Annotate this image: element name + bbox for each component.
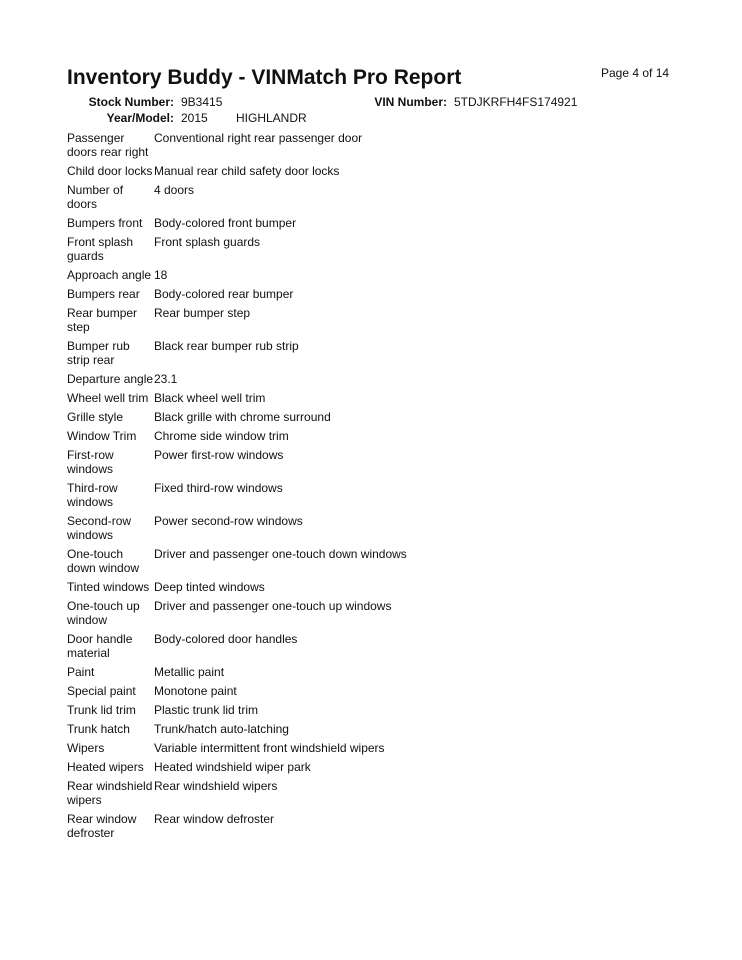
feature-value: Black rear bumper rub strip (154, 339, 299, 353)
feature-label: Rear windshield wipers (67, 779, 153, 807)
stock-number-value: 9B3415 (181, 95, 223, 109)
feature-label: Second-row windows (67, 514, 132, 542)
feature-value: Driver and passenger one-touch down windows (154, 547, 407, 561)
feature-row (67, 164, 667, 178)
feature-value: Front splash guards (154, 235, 261, 249)
vin-number-label: VIN Number: (374, 95, 447, 109)
feature-row (67, 372, 667, 386)
feature-label: Third-row windows (67, 481, 118, 509)
feature-value: Chrome side window trim (154, 429, 289, 443)
feature-value: Driver and passenger one-touch up windows (154, 599, 392, 613)
feature-label: Special paint (67, 684, 136, 698)
feature-row (67, 339, 667, 367)
feature-row (67, 514, 667, 542)
feature-label: Grille style (67, 410, 124, 424)
report-title: Inventory Buddy - VINMatch Pro Report (67, 66, 462, 89)
feature-row (67, 235, 667, 263)
feature-label: Rear window defroster (67, 812, 137, 840)
feature-label: Bumpers front (67, 216, 143, 230)
feature-label: Door handle material (67, 632, 133, 660)
feature-value: Body-colored rear bumper (154, 287, 294, 301)
feature-value: Manual rear child safety door locks (154, 164, 340, 178)
year-model-label: Year/Model: (106, 111, 174, 125)
feature-row (67, 410, 667, 424)
feature-value: Power second-row windows (154, 514, 303, 528)
feature-row (67, 703, 667, 717)
feature-row (67, 391, 667, 405)
feature-row (67, 632, 667, 660)
feature-label: Window Trim (67, 429, 137, 443)
feature-label: Bumper rub strip rear (67, 339, 130, 367)
feature-value: 4 doors (154, 183, 195, 197)
feature-value: Power first-row windows (154, 448, 284, 462)
feature-label: Passenger doors rear right (67, 131, 149, 159)
page-number: Page 4 of 14 (601, 66, 670, 80)
feature-value: Fixed third-row windows (154, 481, 283, 495)
feature-value: Conventional right rear passenger door (154, 131, 363, 145)
feature-value: Heated windshield wiper park (154, 760, 311, 774)
feature-value: Body-colored door handles (154, 632, 298, 646)
stock-number-label: Stock Number: (88, 95, 174, 109)
feature-value: Black grille with chrome surround (154, 410, 331, 424)
feature-label: Wipers (67, 741, 105, 755)
feature-label: Trunk hatch (67, 722, 130, 736)
feature-label: Rear bumper step (67, 306, 138, 334)
feature-row (67, 760, 667, 774)
feature-label: Trunk lid trim (67, 703, 136, 717)
feature-value: Variable intermittent front windshield wipers (154, 741, 385, 755)
feature-value: Rear bumper step (154, 306, 251, 320)
feature-value: Rear windshield wipers (154, 779, 278, 793)
feature-row (67, 131, 667, 159)
feature-label: Heated wipers (67, 760, 144, 774)
feature-value: Body-colored front bumper (154, 216, 297, 230)
feature-row (67, 268, 667, 282)
feature-value: Plastic trunk lid trim (154, 703, 259, 717)
year-value: 2015 (181, 111, 208, 125)
vin-number-value: 5TDJKRFH4FS174921 (454, 95, 578, 109)
feature-value: 18 (154, 268, 168, 282)
feature-row (67, 812, 667, 840)
feature-row (67, 665, 667, 679)
feature-row (67, 779, 667, 807)
feature-row (67, 306, 667, 334)
feature-row (67, 547, 667, 575)
feature-value: 23.1 (154, 372, 178, 386)
feature-label: One-touch down window (67, 547, 140, 575)
feature-value: Monotone paint (154, 684, 237, 698)
feature-label: One-touch up window (67, 599, 140, 627)
feature-row (67, 216, 667, 230)
feature-row (67, 599, 667, 627)
feature-row (67, 580, 667, 594)
feature-label: Departure angle (67, 372, 154, 386)
feature-label: Wheel well trim (67, 391, 149, 405)
feature-row (67, 481, 667, 509)
feature-label: Paint (67, 665, 95, 679)
feature-row (67, 183, 667, 211)
feature-label: Approach angle (67, 268, 152, 282)
feature-value: Trunk/hatch auto-latching (154, 722, 289, 736)
feature-row (67, 448, 667, 476)
feature-value: Black wheel well trim (154, 391, 266, 405)
feature-list (67, 131, 667, 845)
feature-row (67, 722, 667, 736)
feature-value: Rear window defroster (154, 812, 275, 826)
feature-label: Child door locks (67, 164, 153, 178)
feature-value: Deep tinted windows (154, 580, 265, 594)
feature-label: Number of doors (67, 183, 124, 211)
feature-label: Front splash guards (67, 235, 134, 263)
feature-row (67, 741, 667, 755)
feature-label: First-row windows (67, 448, 114, 476)
feature-row (67, 429, 667, 443)
feature-row (67, 287, 667, 301)
feature-value: Metallic paint (154, 665, 225, 679)
feature-row (67, 684, 667, 698)
model-value: HIGHLANDR (236, 111, 307, 125)
feature-label: Bumpers rear (67, 287, 140, 301)
feature-label: Tinted windows (67, 580, 150, 594)
